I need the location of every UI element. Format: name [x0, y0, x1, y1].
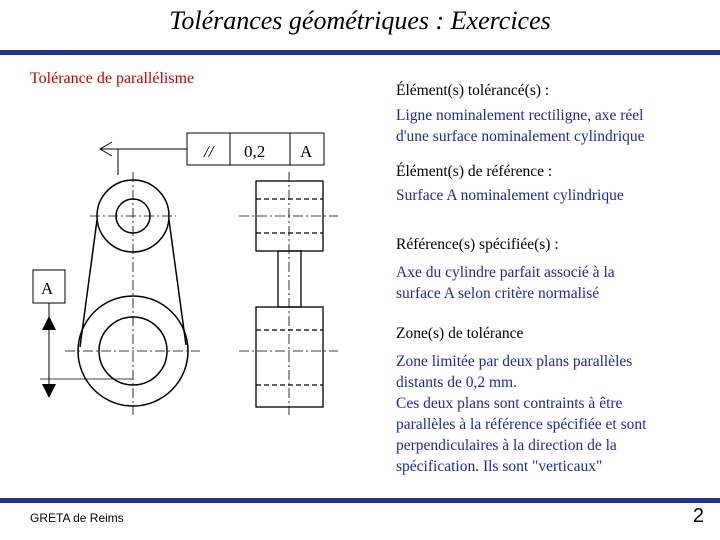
section-zone — [396, 323, 646, 477]
slide-subtitle: Tolérance de parallélisme — [30, 70, 195, 87]
section-line: surface A selon critère normalisé — [396, 285, 600, 302]
section-line: Zone limitée par deux plans parallèles — [396, 353, 633, 370]
side-view — [239, 172, 338, 415]
datum-label: A — [41, 279, 54, 298]
slide-title: Tolérances géométriques : Exercices — [169, 6, 551, 35]
section-heading: Élément(s) de référence : — [396, 163, 553, 180]
top-rule — [0, 50, 720, 55]
footer-text: GRETA de Reims — [30, 511, 124, 525]
section-reference — [396, 161, 624, 206]
page-number: 2 — [692, 505, 704, 527]
section-heading: Zone(s) de tolérance — [396, 325, 524, 342]
section-specified — [396, 234, 615, 304]
section-heading: Référence(s) spécifiée(s) : — [396, 236, 559, 253]
section-line: Surface A nominalement cylindrique — [396, 187, 624, 204]
bottom-rule — [0, 498, 720, 503]
section-heading: Élément(s) tolérancé(s) : — [396, 82, 550, 99]
frame-datum: A — [300, 142, 313, 161]
section-line: spécification. Ils sont "verticaux" — [396, 458, 603, 475]
section-line: perpendiculaires à la direction de la — [396, 437, 617, 454]
datum-feature — [33, 270, 133, 398]
frame-value: 0,2 — [244, 142, 266, 161]
section-line: d'une surface nominalement cylindrique — [396, 128, 645, 145]
leader-arrow — [100, 142, 187, 175]
section-line: distants de 0,2 mm. — [396, 374, 517, 391]
section-line: parallèles à la référence spécifiée et sont — [396, 416, 647, 433]
frame-symbol: // — [204, 142, 214, 161]
section-line: Ligne nominalement rectiligne, axe réel — [396, 107, 644, 124]
section-line: Ces deux plans sont contraints à être — [396, 395, 623, 412]
section-line: Axe du cylindre parfait associé à la — [396, 264, 615, 281]
section-toleranced — [396, 80, 645, 147]
tolerance-frame — [187, 133, 324, 165]
technical-drawing — [0, 120, 380, 420]
